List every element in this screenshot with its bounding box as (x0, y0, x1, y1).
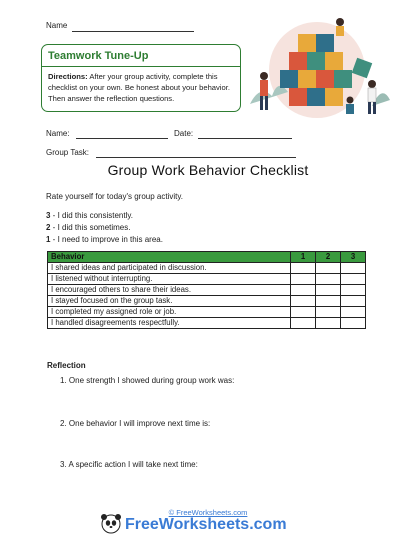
score-cell[interactable] (316, 296, 341, 307)
puzzle-piece-icon (280, 70, 298, 88)
score-cell[interactable] (316, 318, 341, 329)
brand-logo-text: FreeWorksheets.com (125, 516, 287, 533)
table-row (48, 263, 366, 274)
score-cell[interactable] (291, 296, 316, 307)
score-cell[interactable] (341, 307, 366, 318)
puzzle-piece-icon (334, 70, 352, 88)
puzzle-piece-icon (307, 88, 325, 106)
score-cell[interactable] (291, 285, 316, 296)
name-field[interactable] (76, 138, 168, 139)
header-score-2: 2 (316, 252, 341, 263)
directions (48, 71, 236, 104)
teamwork-puzzle-illustration (242, 14, 392, 122)
score-cell[interactable] (341, 285, 366, 296)
scale-item (46, 211, 133, 220)
header-score-1: 1 (291, 252, 316, 263)
reflection-heading: Reflection (47, 361, 86, 370)
puzzle-piece-icon (289, 88, 307, 106)
scale-text: - I did this sometimes. (50, 223, 131, 232)
score-cell[interactable] (341, 274, 366, 285)
top-name-label: Name (46, 21, 68, 30)
reflection-question: 1. One strength I showed during group work was: (60, 376, 235, 385)
puzzle-piece-icon (316, 34, 334, 52)
score-cell[interactable] (316, 263, 341, 274)
behavior-cell: I shared ideas and participated in discussion. (48, 263, 291, 274)
behavior-cell: I encouraged others to share their ideas. (48, 285, 291, 296)
table-row (48, 296, 366, 307)
behavior-cell: I listened without interrupting. (48, 274, 291, 285)
rate-intro: Rate yourself for today's group activity. (46, 192, 183, 201)
score-cell[interactable] (341, 318, 366, 329)
date-field[interactable] (198, 138, 292, 139)
header-score-3: 3 (341, 252, 366, 263)
header-behavior: Behavior (48, 252, 291, 263)
scale-number: 3 (46, 211, 51, 220)
table-row (48, 274, 366, 285)
person-top-icon (336, 18, 344, 36)
table-row (48, 285, 366, 296)
group-task-field[interactable] (96, 157, 296, 158)
score-cell[interactable] (341, 263, 366, 274)
score-cell[interactable] (291, 263, 316, 274)
scale-item (46, 235, 163, 244)
score-cell[interactable] (291, 318, 316, 329)
score-cell[interactable] (316, 274, 341, 285)
scale-text: - I did this consistently. (50, 211, 134, 220)
directions-text: After your group activity, complete this checklist on your own. Be honest about your behavior. Then answer the reflection questions. (48, 72, 230, 103)
scale-text: - I need to improve in this area. (50, 235, 163, 244)
behavior-checklist-table (47, 251, 366, 329)
score-cell[interactable] (316, 285, 341, 296)
scale-item (46, 223, 130, 232)
box-divider (42, 66, 240, 67)
score-cell[interactable] (291, 274, 316, 285)
puzzle-piece-icon (325, 88, 343, 106)
scale-number: 1 (46, 235, 51, 244)
panda-logo-icon (100, 512, 122, 534)
puzzle-piece-icon (307, 52, 325, 70)
directions-label: Directions: (48, 72, 88, 81)
person-right-icon (368, 80, 376, 114)
puzzle-piece-icon (325, 52, 343, 70)
behavior-cell: I handled disagreements respectfully. (48, 318, 291, 329)
score-cell[interactable] (291, 307, 316, 318)
copyright-link[interactable]: © FreeWorksheets.com (168, 508, 248, 517)
date-label: Date: (174, 129, 194, 138)
behavior-cell: I completed my assigned role or job. (48, 307, 291, 318)
puzzle-piece-icon (316, 70, 334, 88)
person-left-icon (260, 72, 268, 110)
name-label: Name: (46, 129, 70, 138)
puzzle-piece-icon (298, 34, 316, 52)
score-cell[interactable] (316, 307, 341, 318)
behavior-cell: I stayed focused on the group task. (48, 296, 291, 307)
table-row (48, 318, 366, 329)
page-title: Group Work Behavior Checklist (107, 162, 309, 178)
puzzle-piece-icon (298, 70, 316, 88)
group-task-label: Group Task: (46, 148, 89, 157)
table-header-row (48, 252, 366, 263)
person-bottom-icon (346, 97, 354, 115)
top-name-line[interactable] (72, 31, 194, 32)
reflection-question: 3. A specific action I will take next time: (60, 460, 198, 469)
box-title: Teamwork Tune-Up (48, 50, 149, 62)
table-row (48, 307, 366, 318)
puzzle-piece-icon (289, 52, 307, 70)
reflection-question: 2. One behavior I will improve next time is: (60, 419, 211, 428)
teamwork-box (41, 44, 241, 112)
scale-number: 2 (46, 223, 51, 232)
score-cell[interactable] (341, 296, 366, 307)
